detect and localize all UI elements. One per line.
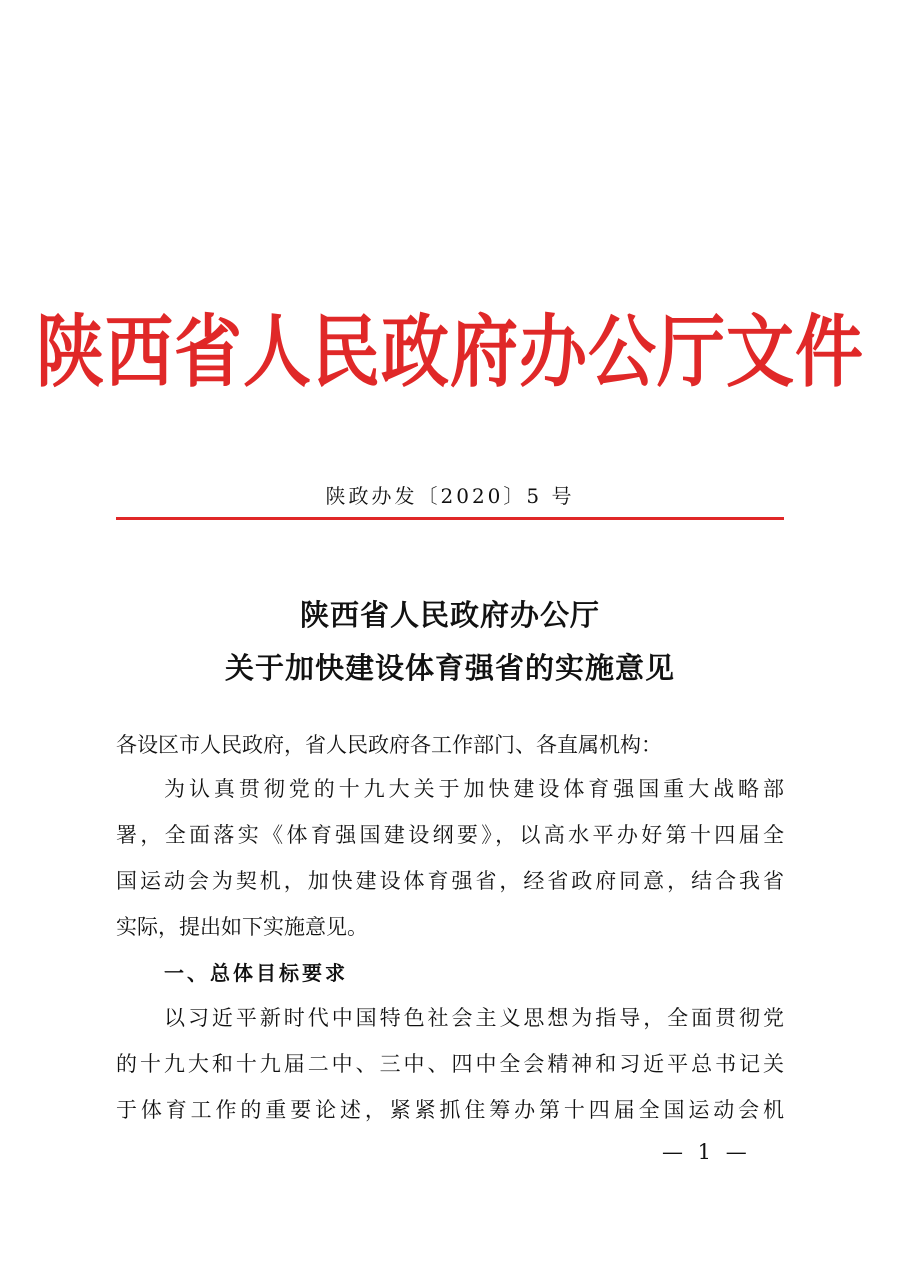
document-number: 陕政办发〔2020〕5 号 (325, 484, 575, 508)
document-title-line-1: 陕西省人民政府办公厅 (299, 598, 600, 632)
paragraph-line: 的十九大和十九届二中、三中、四中全会精神和习近平总书记关 (116, 1052, 784, 1076)
paragraph-line: 以习近平新时代中国特色社会主义思想为指导，全面贯彻党 (164, 1006, 784, 1030)
addressee-line: 各设区市人民政府，省人民政府各工作部门、各直属机构： (116, 733, 662, 757)
section-heading: 一、总体目标要求 (164, 961, 348, 985)
paragraph-line: 国运动会为契机，加快建设体育强省，经省政府同意，结合我省 (116, 869, 784, 893)
paragraph-line: 实际，提出如下实施意见。 (116, 915, 368, 939)
document-masthead: 陕西省人民政府办公厅文件 (35, 307, 864, 399)
red-divider-line (116, 517, 784, 520)
page-number: — 1 — (662, 1140, 751, 1164)
document-title-line-2: 关于加快建设体育强省的实施意见 (224, 651, 675, 685)
paragraph-line: 于体育工作的重要论述，紧紧抓住筹办第十四届全国运动会机 (116, 1098, 784, 1122)
paragraph-line: 为认真贯彻党的十九大关于加快建设体育强国重大战略部 (164, 777, 784, 801)
paragraph-line: 署，全面落实《体育强国建设纲要》，以高水平办好第十四届全 (116, 823, 784, 847)
